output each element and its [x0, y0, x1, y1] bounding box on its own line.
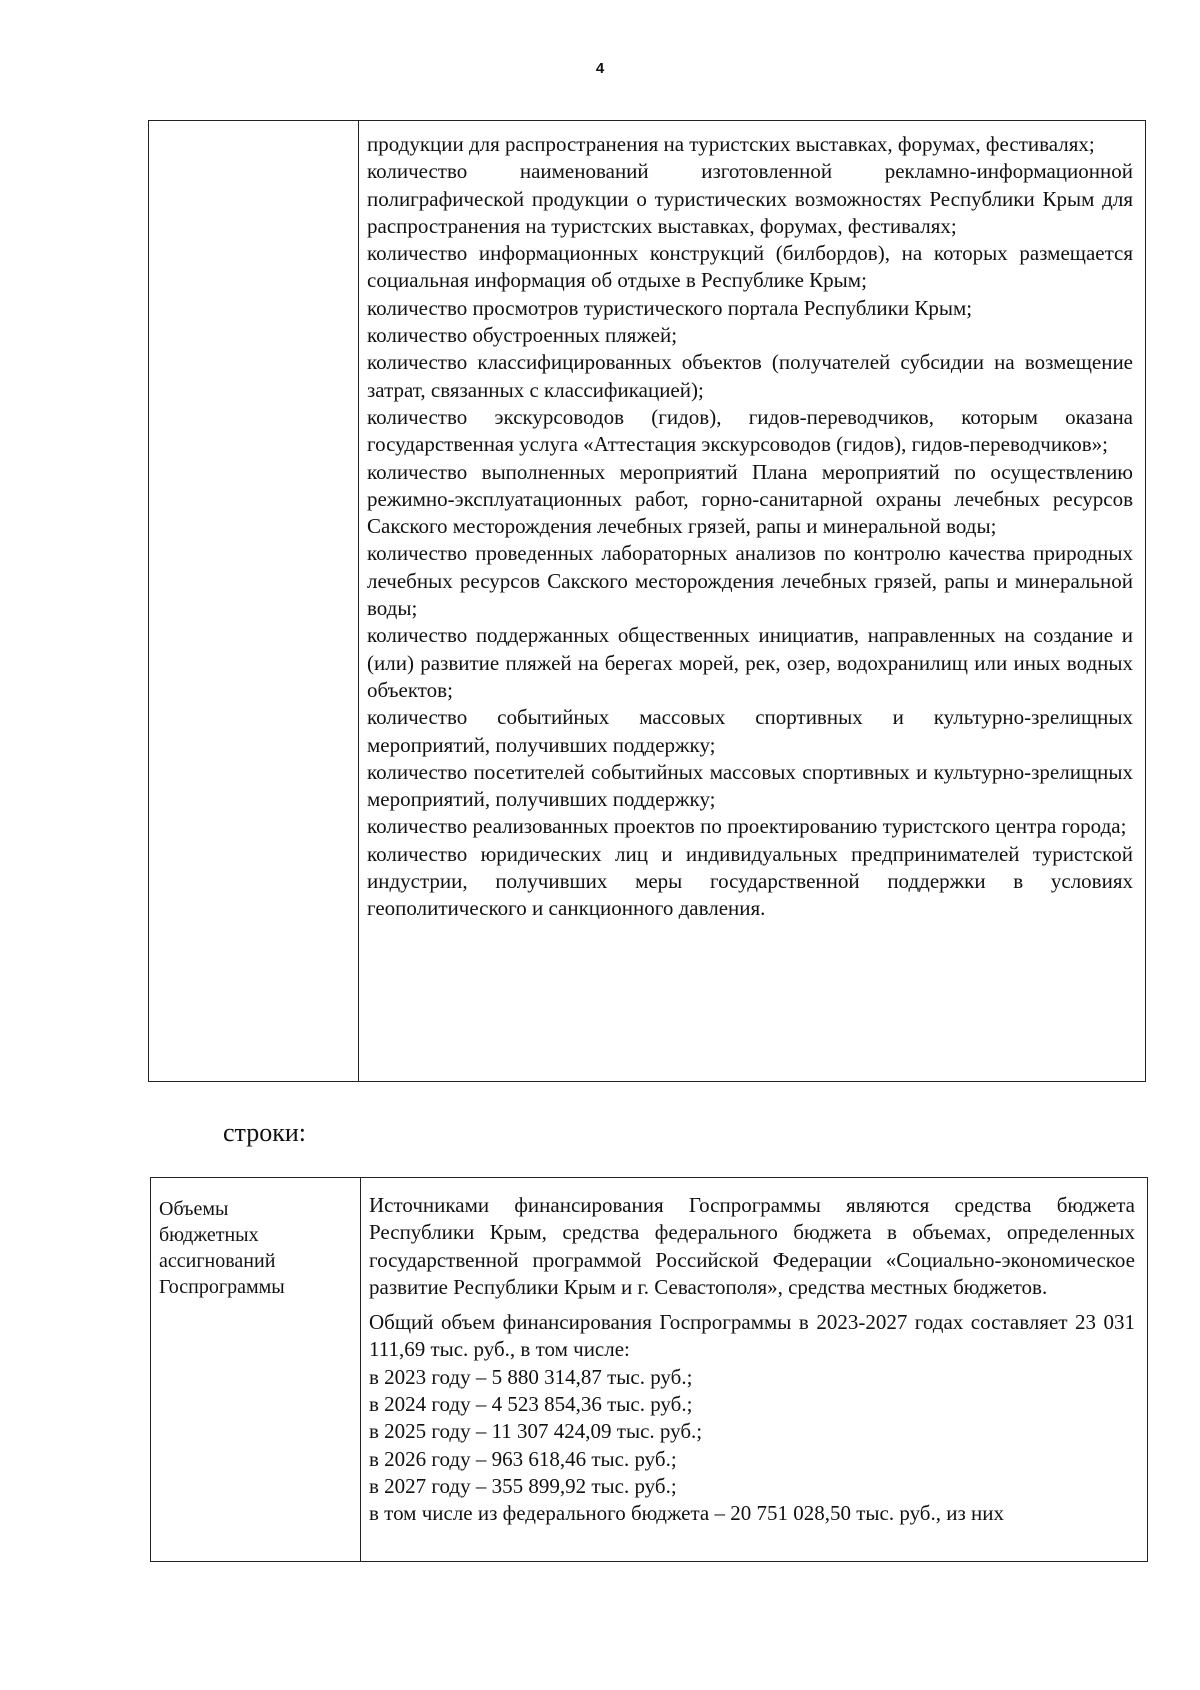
indicators-table-right-cell — [359, 121, 1145, 1081]
section-label: строки: — [223, 1118, 306, 1147]
indicator-paragraph: количество проведенных лабораторных анализов по контролю качества природных лечебных ресурсов Сакского месторождения лечебных грязей, рапы и минеральной воды; — [367, 541, 1133, 621]
year-funding-line: в 2026 году – 963 618,46 тыс. руб.; — [369, 1446, 677, 1471]
year-funding-line: в 2027 году – 355 899,92 тыс. руб.; — [369, 1473, 677, 1498]
budget-row-label-line: Объемы — [159, 1198, 229, 1220]
year-funding-line: в 2024 году – 4 523 854,36 тыс. руб.; — [369, 1392, 693, 1417]
budget-table-left-cell — [151, 1178, 361, 1561]
funding-sources-paragraph: Источниками финансирования Госпрограммы являются средства бюджета Республики Крым, средства федерального бюджета в объемах, определенных государственной программой Российской Федерации «Социально-экономическое развитие Республики Крым и г. Севастополя», средства местных бюджетов. — [369, 1193, 1135, 1299]
indicator-paragraph: количество обустроенных пляжей; — [367, 323, 678, 348]
indicators-table-left-cell — [149, 121, 359, 1081]
indicator-paragraph: количество реализованных проектов по проектированию туристского центра города; — [367, 814, 1127, 839]
indicator-paragraph: количество выполненных мероприятий Плана мероприятий по осуществлению режимно-эксплуатационных работ, горно-санитарной охраны лечебных ресурсов Сакского месторождения лечебных грязей, рапы и минеральной воды; — [367, 459, 1133, 539]
year-funding-line: в 2023 году – 5 880 314,87 тыс. руб.; — [369, 1364, 693, 1389]
indicator-paragraph: количество юридических лиц и индивидуальных предпринимателей туристской индустрии, получивших меры государственной поддержки в условиях геополитического и санкционного давления. — [367, 841, 1133, 921]
indicator-paragraph: количество информационных конструкций (билбордов), на которых размещается социальная информация об отдыхе в Республике Крым; — [367, 241, 1133, 293]
page-number: 4 — [595, 60, 605, 77]
indicator-paragraph: количество событийных массовых спортивных и культурно-зрелищных мероприятий, получивших поддержку; — [367, 705, 1133, 757]
total-funding-paragraph: Общий объем финансирования Госпрограммы в 2023-2027 годах составляет 23 031 111,69 тыс. руб., в том числе: — [369, 1310, 1135, 1362]
budget-table — [150, 1177, 1148, 1562]
indicator-paragraph: количество классифицированных объектов (получателей субсидии на возмещение затрат, связанных с классификацией); — [367, 350, 1133, 402]
indicator-paragraph: количество посетителей событийных массовых спортивных и культурно-зрелищных мероприятий, получивших поддержку; — [367, 759, 1133, 812]
indicator-paragraph: количество экскурсоводов (гидов), гидов-переводчиков, которым оказана государственная услуга «Аттестация экскурсоводов (гидов), гидов-переводчиков»; — [367, 404, 1133, 457]
indicator-paragraph: количество просмотров туристического портала Республики Крым; — [367, 295, 973, 320]
budget-row-label-line: Госпрограммы — [159, 1276, 285, 1298]
year-funding-line: в 2025 году – 11 307 424,09 тыс. руб.; — [369, 1419, 703, 1444]
indicator-paragraph: количество поддержанных общественных инициатив, направленных на создание и (или) развитие пляжей на берегах морей, рек, озер, водохранилищ или иных водных объектов; — [367, 623, 1133, 702]
indicators-table — [148, 120, 1146, 1082]
indicator-paragraph: количество наименований изготовленной рекламно-информационной полиграфической продукции о туристических возможностях Республики Крым для распространения на туристских выставках, форумах, фестивалях; — [367, 159, 1133, 238]
budget-row-label-line: ассигнований — [159, 1250, 276, 1272]
budget-table-right-cell — [361, 1178, 1147, 1561]
federal-budget-line: в том числе из федерального бюджета – 20 751 028,50 тыс. руб., из них — [369, 1501, 1005, 1526]
indicator-paragraph: продукции для распространения на туристских выставках, форумах, фестивалях; — [367, 132, 1095, 156]
budget-row-label-line: бюджетных — [159, 1224, 259, 1246]
